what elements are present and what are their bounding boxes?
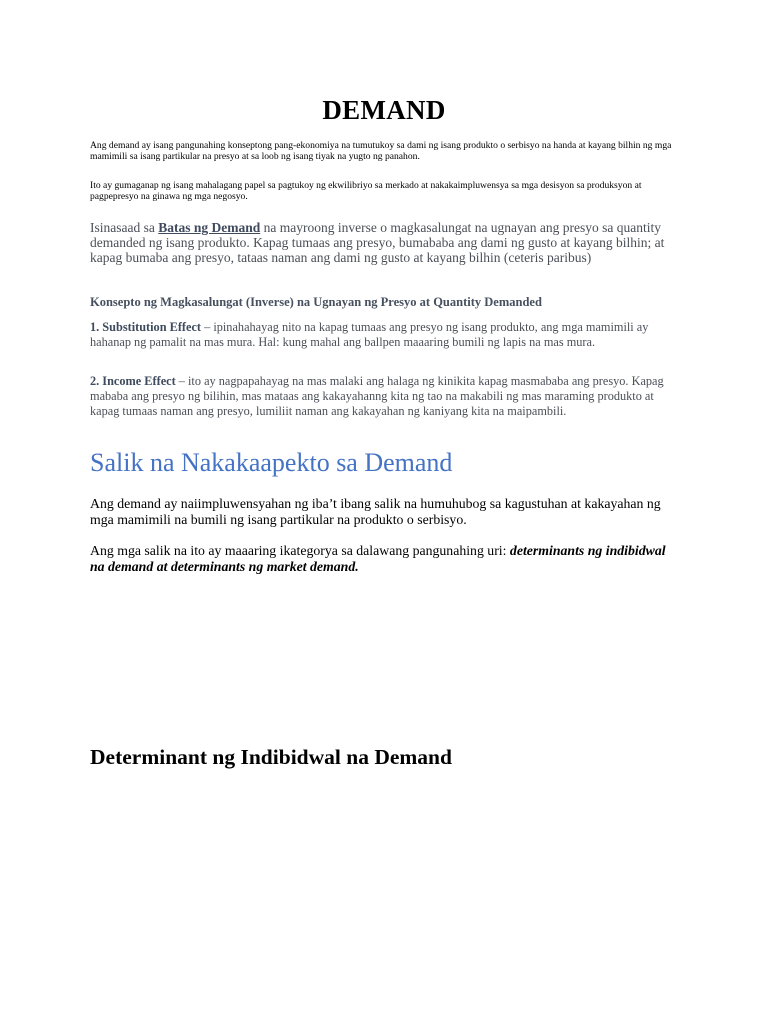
page-title: DEMAND bbox=[322, 95, 446, 125]
effect-number: 1. bbox=[90, 320, 103, 334]
salik-heading: Salik na Nakakaapekto sa Demand bbox=[90, 448, 453, 477]
salik-paragraph-2 bbox=[90, 543, 676, 575]
determinant-heading: Determinant ng Indibidwal na Demand bbox=[90, 745, 452, 769]
substitution-effect-text: – ipinahahayag nito na kapag tumaas ang presyo ng isang produkto, ang mga mamimili ay hahanap ng pamalit na mas mura. Hal: kung mahal ang ballpen maaaring bumili ng lapis na mas mura. bbox=[90, 320, 649, 349]
salik-text-before: Ang mga salik na ito ay maaaring ikategorya sa dalawang pangunahing uri: bbox=[90, 543, 510, 558]
salik-paragraph-1: Ang demand ay naiimpluwensyahan ng iba’t ibang salik na humuhubog sa kagustuhan at kakayahan ng mga mamimili na bumili ng isang partikular na produkto o serbisyo. bbox=[90, 496, 661, 527]
substitution-effect-paragraph bbox=[90, 320, 676, 350]
law-text-after: na mayroong inverse o magkasalungat na ugnayan ang presyo sa quantity demanded ng isang produkto. Kapag tumaas ang presyo, bumababa ang dami ng gusto at kayang bilhin; at kapag bumaba ang presyo, tataas naman ang dami ng gusto at kayang bilhin (ceteris paribus) bbox=[90, 220, 665, 265]
batas-ng-demand-link[interactable]: Batas ng Demand bbox=[158, 220, 261, 235]
law-text-before: Isinasaad sa bbox=[90, 220, 159, 235]
law-of-demand-paragraph bbox=[90, 220, 676, 265]
concept-heading: Konsepto ng Magkasalungat (Inverse) na Ugnayan ng Presyo at Quantity Demanded bbox=[90, 295, 542, 309]
intro-paragraph-2: Ito ay gumaganap ng isang mahalagang papel sa pagtukoy ng ekwilibriyo sa merkado at nakakaimpluwensya sa mga desisyon sa produksyon at pagpepresyo na ginawa ng mga negosyo. bbox=[90, 180, 642, 202]
income-effect-label: Income Effect bbox=[102, 374, 176, 388]
intro-paragraph-1: Ang demand ay isang pangunahing konseptong pang-ekonomiya na tumutukoy sa dami ng isang produkto o serbisyo na handa at kayang bilhin ng mga mamimili sa isang partikular na presyo at sa loob ng isang tiyak na yugto ng panahon. bbox=[90, 140, 672, 162]
income-effect-text: – ito ay nagpapahayag na mas malaki ang halaga ng kinikita kapag masmababa ang presyo. Kapag mababa ang presyo ng bilihin, mas mataas ang kakayahanng kita ng tao na makabili ng mas maraming produkto at kapag tumaas naman ang presyo, lumiliit naman ang kakayahan ng kaniyang kita na maipambili. bbox=[90, 374, 664, 418]
effect-number: 2. bbox=[90, 374, 103, 388]
substitution-effect-label: Substitution Effect bbox=[102, 320, 202, 334]
salik-emphasis: determinants ng indibidwal na demand at determinants ng market demand. bbox=[90, 543, 666, 574]
income-effect-paragraph bbox=[90, 374, 676, 419]
